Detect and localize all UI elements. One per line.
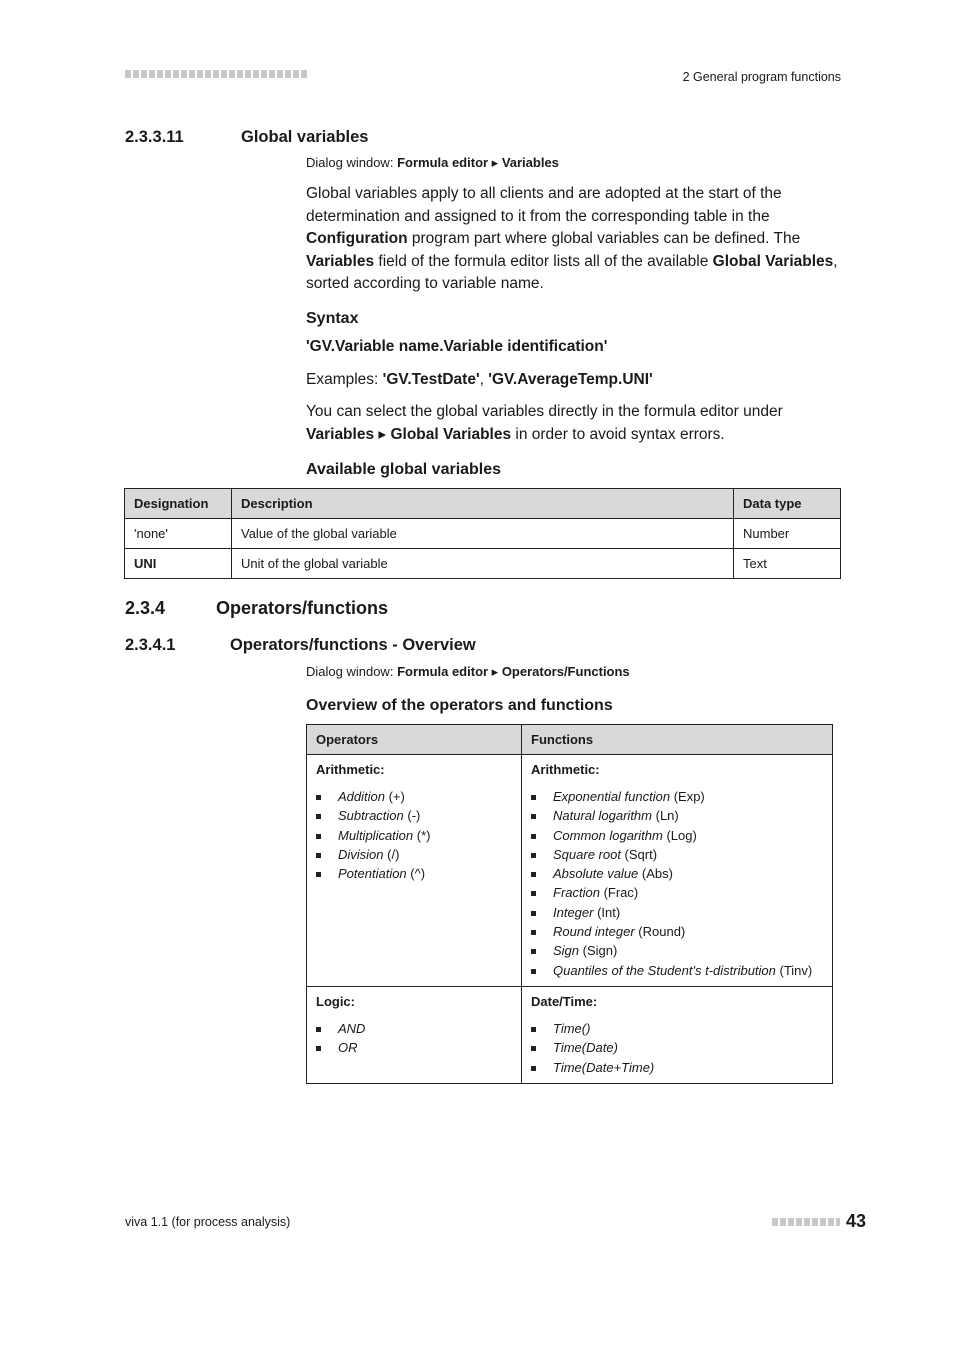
dialog-window-line bbox=[306, 664, 630, 680]
list-item bbox=[531, 922, 823, 941]
section-title: Operators/functions - Overview bbox=[230, 636, 476, 654]
separator: , bbox=[479, 371, 489, 388]
item-symbol: (Sign) bbox=[579, 943, 618, 959]
examples-label: Examples: bbox=[306, 371, 383, 388]
item-name: Fraction bbox=[553, 885, 600, 901]
list-item bbox=[531, 845, 823, 864]
item-name: Square root bbox=[553, 846, 621, 862]
list-item bbox=[316, 864, 512, 883]
dialog-label: Dialog window: bbox=[306, 664, 394, 679]
item-symbol: (Tinv) bbox=[775, 962, 813, 978]
section-title: Operators/functions bbox=[216, 598, 389, 618]
operator-list bbox=[316, 1019, 512, 1058]
table-cell: Unit of the global variable bbox=[232, 549, 734, 579]
list-item bbox=[531, 883, 823, 902]
item-symbol: (Sqrt) bbox=[620, 846, 658, 862]
list-item bbox=[316, 1038, 512, 1057]
list-item bbox=[531, 903, 823, 922]
item-symbol: (/) bbox=[383, 846, 400, 862]
table-heading-overview: Overview of the operators and functions bbox=[306, 697, 613, 714]
examples-line bbox=[306, 369, 840, 392]
column-header: Description bbox=[232, 489, 734, 519]
item-symbol: (+) bbox=[384, 789, 405, 804]
section-number: 2.3.4.1 bbox=[125, 636, 176, 654]
category-title: Arithmetic: bbox=[316, 762, 385, 777]
function-list bbox=[531, 1019, 823, 1077]
list-item bbox=[531, 1038, 823, 1057]
list-item bbox=[316, 845, 512, 864]
item-name: Division bbox=[338, 846, 384, 862]
text-bold: Variables ▸ Global Variables bbox=[306, 425, 512, 443]
intro-paragraph bbox=[306, 183, 840, 296]
table-row bbox=[307, 987, 833, 1084]
item-name: Common logarithm bbox=[553, 827, 663, 843]
item-symbol: (Ln) bbox=[652, 808, 679, 824]
function-list bbox=[531, 787, 823, 980]
text: field of the formula editor lists all of the available bbox=[374, 252, 713, 270]
item-name: Potentiation bbox=[338, 866, 407, 882]
section-number: 2.3.3.11 bbox=[125, 128, 184, 146]
item-name: Natural logarithm bbox=[553, 808, 652, 824]
item-name: Quantiles of the Student's t-distribution bbox=[553, 962, 776, 978]
item-symbol: (Log) bbox=[662, 827, 697, 843]
running-header: 2 General program functions bbox=[682, 70, 841, 84]
list-item bbox=[531, 941, 823, 960]
list-item bbox=[531, 864, 823, 883]
item-symbol: (Int) bbox=[593, 904, 621, 920]
footer-product: viva 1.1 (for process analysis) bbox=[125, 1215, 291, 1229]
list-item bbox=[316, 787, 512, 806]
section-heading-global-variables bbox=[125, 128, 368, 147]
list-item bbox=[531, 806, 823, 825]
section-number: 2.3.4 bbox=[125, 598, 166, 618]
text: in order to avoid syntax errors. bbox=[511, 425, 725, 443]
list-item bbox=[531, 826, 823, 845]
dialog-window-line bbox=[306, 155, 559, 171]
list-item bbox=[316, 1019, 512, 1038]
section-heading-overview bbox=[125, 636, 476, 655]
item-name: Absolute value bbox=[553, 866, 639, 882]
table-cell: 'none' bbox=[125, 519, 232, 549]
item-name: Time(Date+Time) bbox=[553, 1059, 655, 1075]
item-name: Exponential function bbox=[553, 789, 671, 804]
example: 'GV.TestDate' bbox=[382, 371, 480, 388]
category-title: Date/Time: bbox=[531, 994, 598, 1009]
dialog-label: Dialog window: bbox=[306, 155, 394, 170]
item-name: Subtraction bbox=[338, 808, 404, 824]
table-row bbox=[307, 755, 833, 987]
item-name: Time() bbox=[553, 1021, 591, 1036]
section-title: Global variables bbox=[241, 128, 369, 146]
text: , sorted according to variable name. bbox=[306, 252, 838, 292]
text: You can select the global variables directly in the formula editor under bbox=[306, 403, 783, 420]
item-name: Addition bbox=[338, 789, 385, 804]
header-decoration bbox=[125, 70, 307, 78]
text: Global variables apply to all clients and are adopted at the start of the determination and assigned to it from the corresponding table in the bbox=[306, 185, 782, 225]
global-variables-table bbox=[124, 488, 841, 579]
table-row bbox=[125, 549, 841, 579]
syntax-heading: Syntax bbox=[306, 310, 359, 327]
item-name: Multiplication bbox=[338, 827, 414, 843]
item-name: OR bbox=[338, 1040, 358, 1056]
text-bold: Configuration bbox=[306, 230, 408, 247]
item-name: AND bbox=[338, 1021, 366, 1036]
item-symbol: (^) bbox=[406, 866, 426, 882]
list-item bbox=[531, 961, 823, 980]
table-header-row bbox=[307, 725, 833, 755]
column-header: Operators bbox=[307, 725, 522, 755]
page-number: 43 bbox=[846, 1211, 867, 1231]
table-cell bbox=[522, 987, 833, 1084]
column-header: Functions bbox=[522, 725, 833, 755]
category-title: Arithmetic: bbox=[531, 762, 600, 777]
table-cell bbox=[307, 987, 522, 1084]
hint-paragraph bbox=[306, 401, 840, 446]
table-header-row bbox=[125, 489, 841, 519]
table-cell bbox=[307, 755, 522, 987]
item-symbol: (Abs) bbox=[638, 866, 673, 882]
item-name: Sign bbox=[553, 943, 580, 959]
table-heading-global-variables: Available global variables bbox=[306, 461, 502, 478]
syntax-line: 'GV.Variable name.Variable identification' bbox=[306, 338, 608, 355]
item-symbol: (Exp) bbox=[670, 789, 705, 804]
item-name: Time(Date) bbox=[553, 1040, 618, 1056]
item-symbol: (Round) bbox=[634, 924, 686, 940]
list-item bbox=[531, 1019, 823, 1038]
dialog-path: Formula editor ▸ Operators/Functions bbox=[397, 664, 630, 679]
text-bold: Variables bbox=[306, 252, 375, 270]
text: program part where global variables can be defined. The bbox=[407, 230, 801, 247]
dialog-path: Formula editor ▸ Variables bbox=[397, 155, 559, 170]
list-item bbox=[316, 806, 512, 825]
example: 'GV.AverageTemp.UNI' bbox=[488, 371, 653, 388]
list-item bbox=[531, 787, 823, 806]
table-cell: Number bbox=[734, 519, 841, 549]
table-cell: UNI bbox=[125, 549, 232, 579]
table-cell: Text bbox=[734, 549, 841, 579]
category-title: Logic: bbox=[316, 994, 355, 1009]
item-symbol: (Frac) bbox=[599, 885, 639, 901]
item-name: Integer bbox=[553, 904, 594, 920]
column-header: Designation bbox=[125, 489, 232, 519]
list-item bbox=[531, 1058, 823, 1077]
item-symbol: (*) bbox=[413, 827, 431, 843]
column-header: Data type bbox=[734, 489, 841, 519]
section-heading-operators bbox=[125, 598, 388, 619]
table-cell: Value of the global variable bbox=[232, 519, 734, 549]
table-cell bbox=[522, 755, 833, 987]
text-bold: Global Variables bbox=[712, 252, 834, 270]
footer-decoration bbox=[772, 1218, 840, 1226]
table-row bbox=[125, 519, 841, 549]
operators-functions-table bbox=[306, 724, 833, 1084]
operator-list bbox=[316, 787, 512, 883]
item-symbol: (-) bbox=[403, 808, 421, 824]
item-name: Round integer bbox=[553, 924, 635, 940]
list-item bbox=[316, 826, 512, 845]
